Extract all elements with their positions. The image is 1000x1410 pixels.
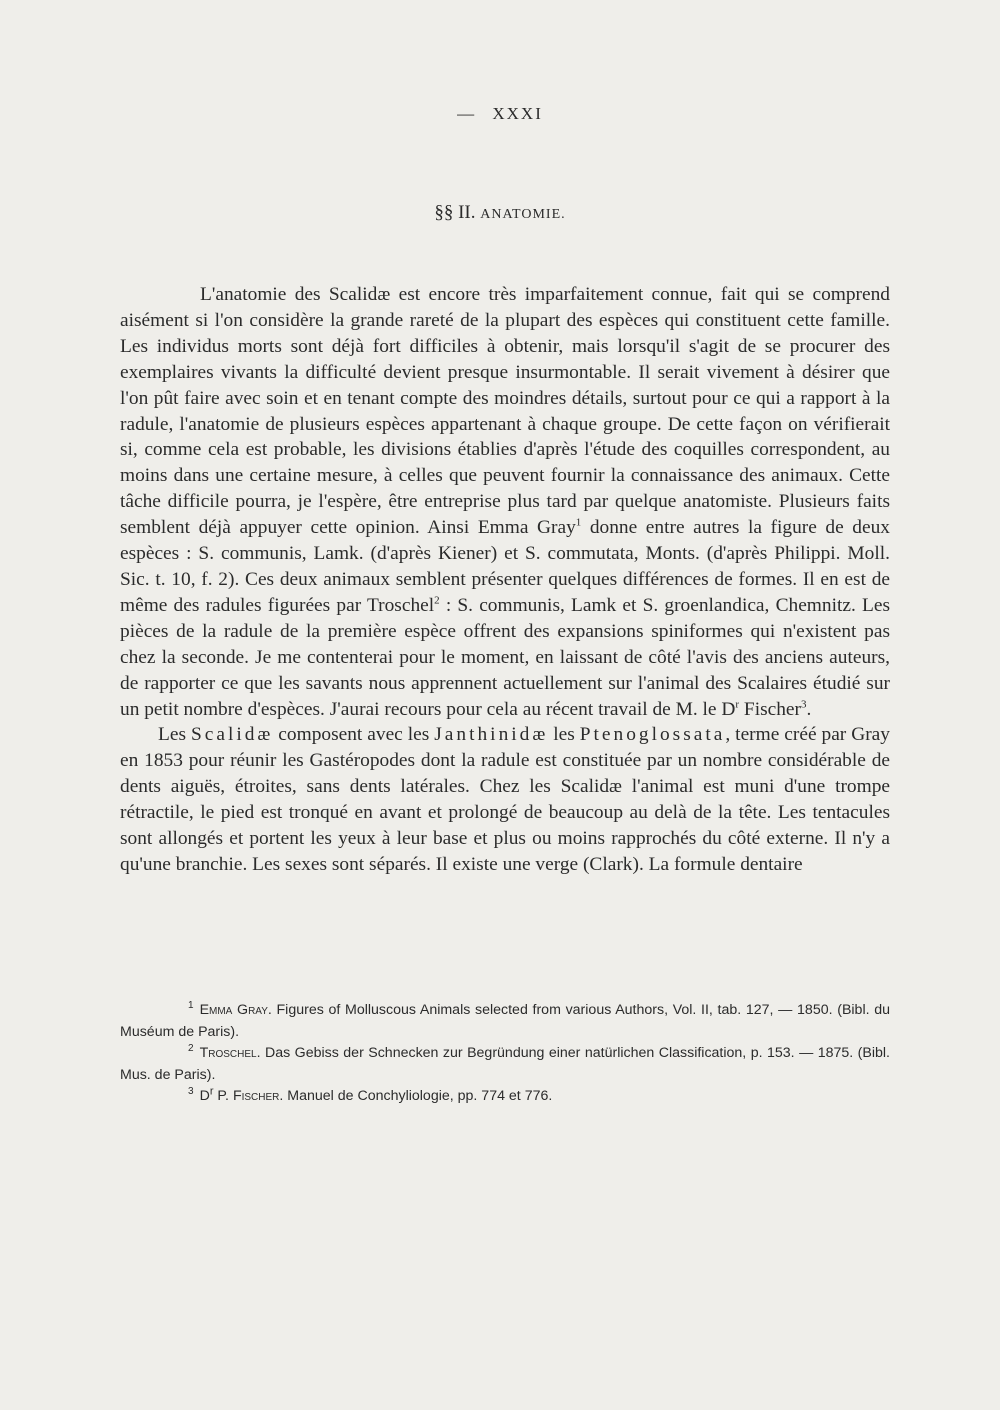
- taxon-scalidae: Scalidæ: [190, 724, 274, 746]
- footnote-1-text: . Figures of Molluscous Animals selected from various Authors, Vol. II, tab. 127, — 1850. (Bibl. du Muséum de Paris).: [120, 1002, 890, 1040]
- section-title: ANATOMIE.: [480, 207, 566, 222]
- running-head-dash: —: [457, 104, 477, 123]
- footnote-3-prefix: D: [199, 1088, 210, 1104]
- footnote-3-text: . Manuel de Conchyliologie, pp. 774 et 776.: [279, 1088, 553, 1104]
- taxon-ptenoglossata: Ptenoglossata: [579, 724, 726, 746]
- page-number: XXXI: [492, 104, 543, 123]
- paragraph-2: [120, 722, 890, 877]
- footnote-ref-1: 1: [575, 516, 582, 529]
- footnote-2-author: Troschel: [199, 1045, 257, 1061]
- paragraph-1: [120, 282, 890, 722]
- footnote-ref-3: 3: [801, 698, 807, 711]
- section-heading: [0, 202, 1000, 224]
- paragraph-2-lead: Les: [158, 724, 191, 746]
- paragraph-1-part-3: : S. communis, Lamk et S. groenlandica, Chemnitz. Les pièces de la radule de la première espèce offrent des expansions spiniformes qui n'existent pas chez la seconde. Je me contenterai pour le moment, en laissant de côté l'avis des anciens auteurs, de rapporter ce que les savants nous apprennent actuellement sur l'animal des Scalaires étudié sur un petit nombre d'espèces. J'aurai recours pour cela au récent travail de M. le D: [120, 594, 890, 720]
- footnote-1-number: 1: [188, 1000, 194, 1012]
- footnote-3-prefix-sup: r: [209, 1085, 214, 1098]
- paragraph-2-rest: , terme créé par Gray en 1853 pour réunir les Gastéropodes dont la radule est constituée par un nombre considérable de dents aiguës, étroites, sans dents latérales. Chez les Scalidæ l'animal est muni d'une trompe rétractile, le pied est tronqué en avant et prolongé de beaucoup au delà de la tête. Les tentacules sont allongés et portent les yeux à leur base et plus ou moins rapprochés du côté externe. Il n'y a qu'une branchie. Les sexes sont séparés. Il existe une verge (Clark). La formule dentaire: [120, 724, 890, 875]
- taxon-janthinidae: Janthinidæ: [434, 724, 549, 746]
- paragraph-1-part-1: L'anatomie des Scalidæ est encore très imparfaitement connue, fait qui se comprend aisément si l'on considère la grande rareté de la plupart des espèces qui constituent cette famille. Les individus morts sont déjà fort difficiles à obtenir, mais lorsqu'il s'agit de se procurer des exemplaires vivants la difficulté devient presque insurmontable. Il serait vivement à désirer que l'on pût faire avec soin et en tenant compte des moindres détails, surtout pour ce qui a rapport à la radule, l'anatomie de plusieurs espèces appartenant à chaque groupe. De cette façon on vérifierait si, comme cela est probable, les divisions établies d'après l'étude des coquilles correspondent, au moins dans une certaine mesure, à celles que peuvent fournir la connaissance des animaux. Cette tâche difficile pourra, je l'espère, être entreprise plus tard par quelque anatomiste. Plusieurs faits semblent déjà appuyer cette opinion. Ainsi Emma Gray: [120, 284, 890, 539]
- paragraph-1-part-5: .: [806, 698, 812, 720]
- footnote-3-author: P. Fischer: [213, 1088, 280, 1104]
- running-head: [0, 104, 1000, 124]
- footnote-2: [120, 1043, 890, 1086]
- footnote-1: [120, 1000, 890, 1043]
- paragraph-2-mid-2: les: [548, 724, 580, 746]
- footnote-ref-2: 2: [434, 594, 440, 607]
- footnote-2-text: . Das Gebiss der Schnecken zur Begründung einer natürlichen Classification, p. 153. — 1875. (Bibl. Mus. de Paris).: [120, 1045, 890, 1083]
- doctor-abbrev-sup: r: [735, 698, 740, 711]
- paragraph-1-part-4: Fischer: [739, 698, 801, 720]
- section-number: §§ II.: [434, 202, 476, 223]
- paragraph-1-part-2: donne entre autres la figure de deux espèces : S. communis, Lamk. (d'après Kiener) et S. commutata, Monts. (d'après Philippi. Moll. Sic. t. 10, f. 2). Ces deux animaux semblent présenter quelques différences de formes. Il en est de même des radules figurées par Troschel: [120, 517, 890, 616]
- footnotes: [120, 1000, 890, 1108]
- footnote-3-number: 3: [188, 1086, 194, 1098]
- footnote-1-author: Emma Gray: [199, 1002, 268, 1018]
- footnote-3: [120, 1086, 890, 1108]
- paragraph-2-mid-1: composent avec les: [273, 724, 435, 746]
- body-text: [120, 282, 890, 878]
- footnote-2-number: 2: [188, 1043, 194, 1055]
